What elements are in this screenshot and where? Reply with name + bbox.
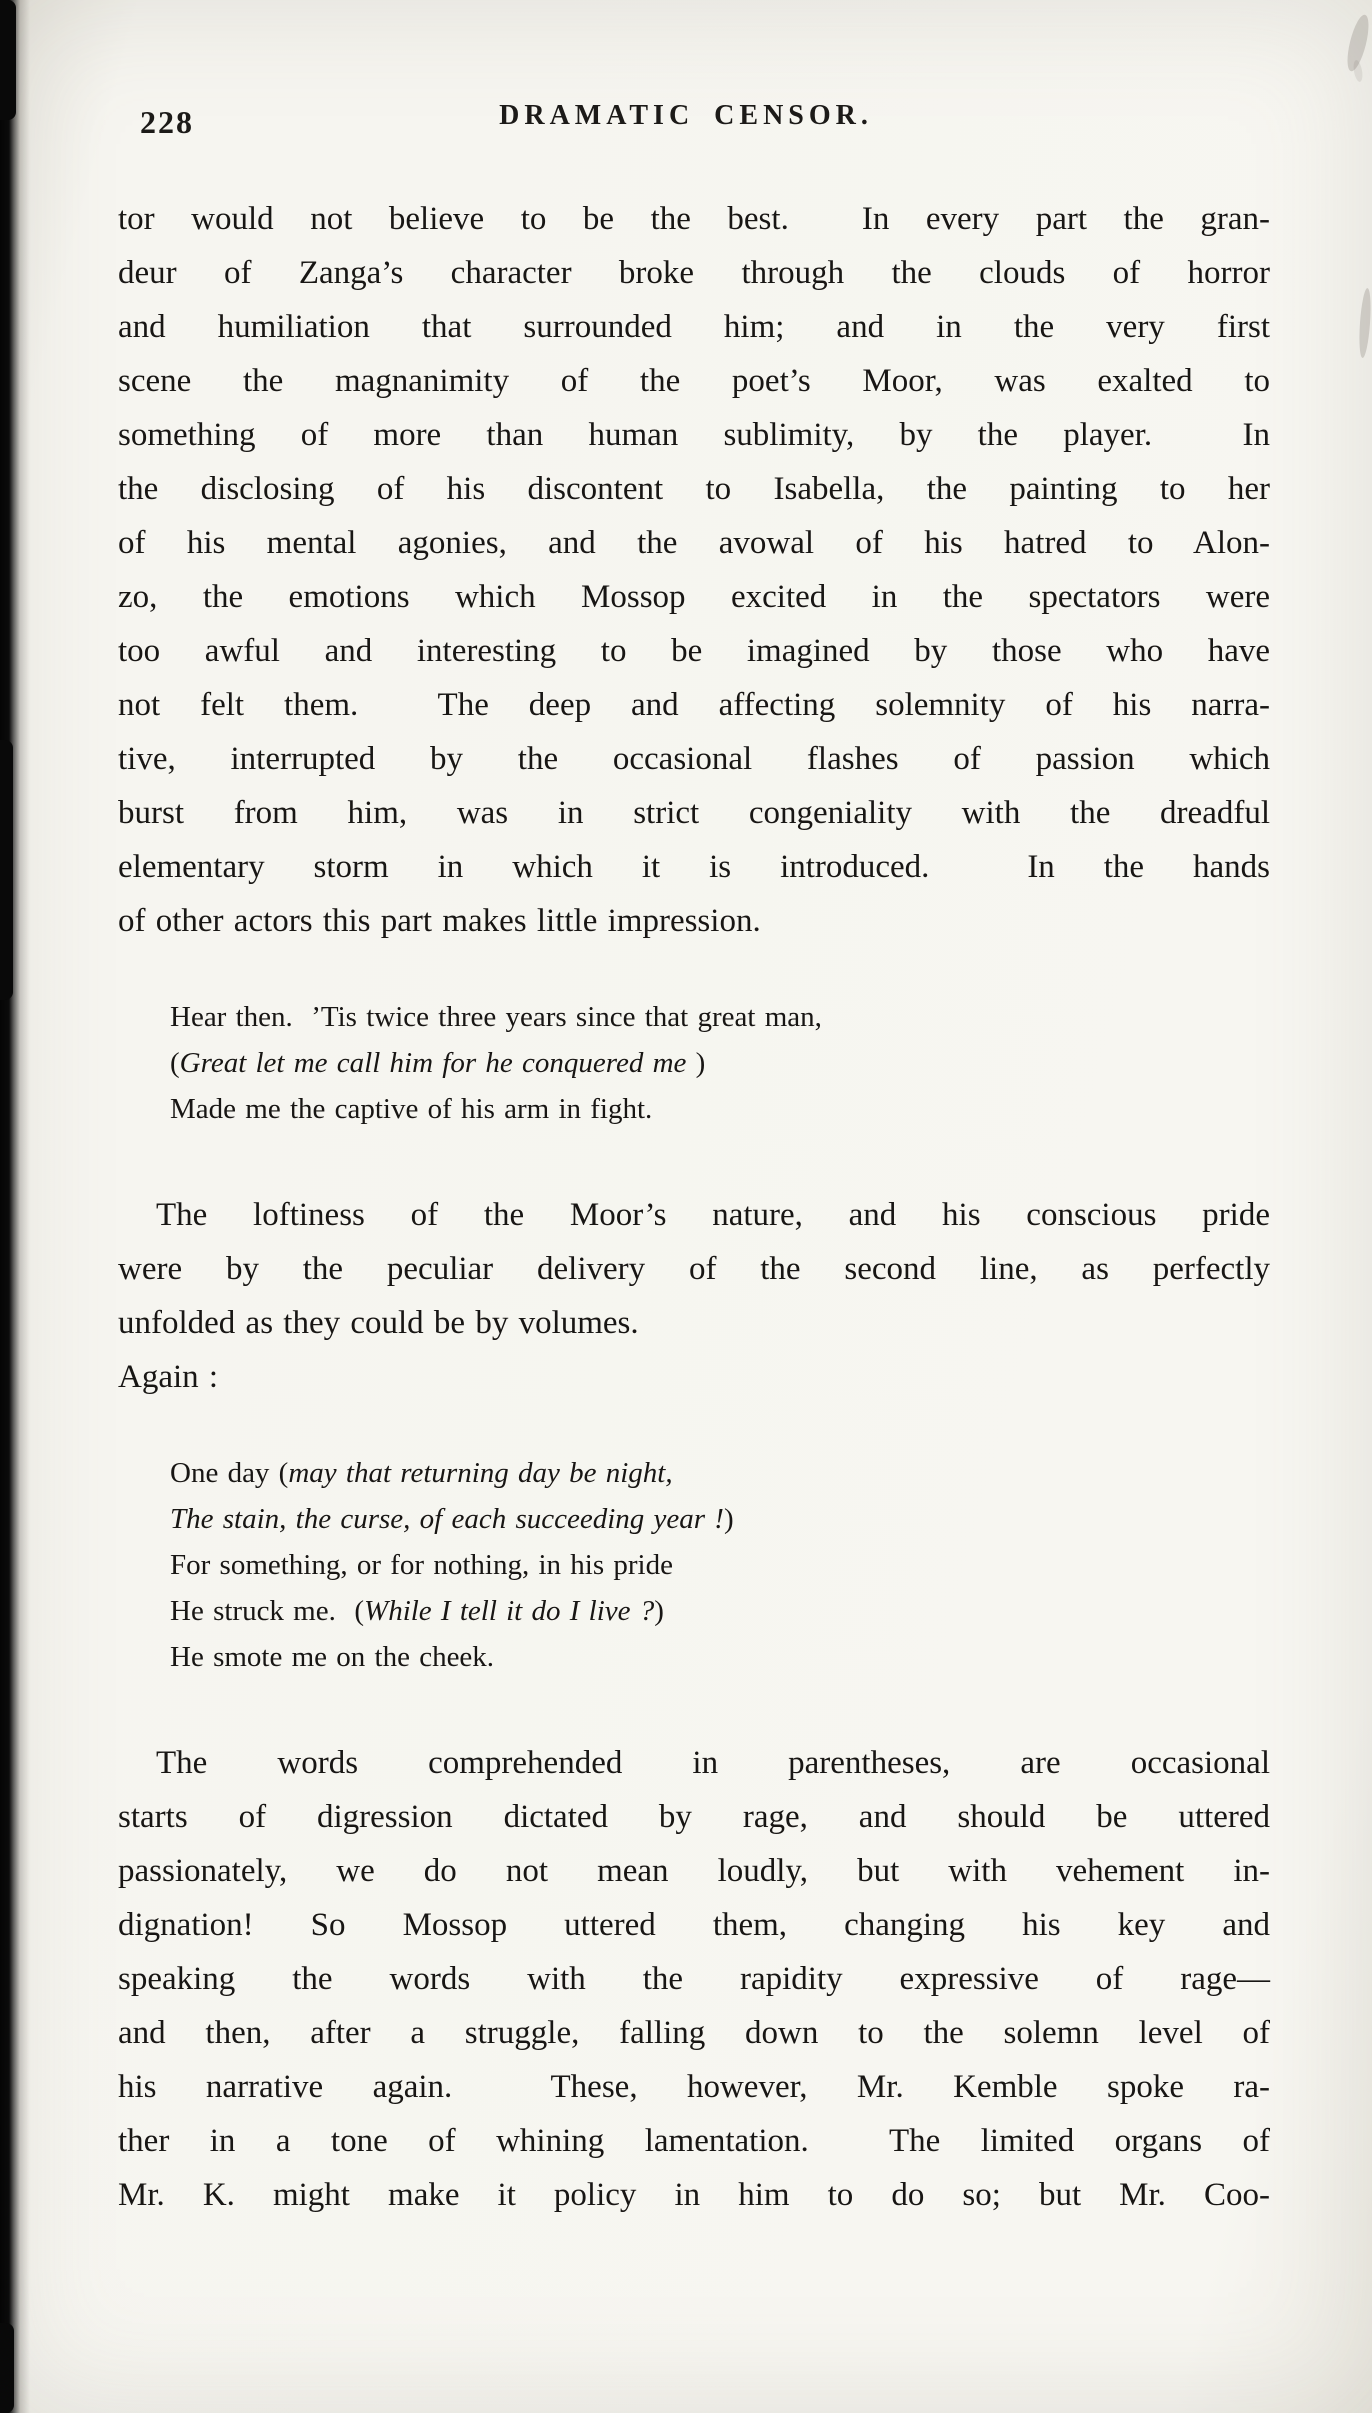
text-line <box>118 354 1270 408</box>
text-segment: of his mental agonies, and the avowal of his hatred to Alon- <box>118 525 1270 561</box>
text-line <box>170 1634 1270 1680</box>
italic-text-segment: may that returning day be night, <box>288 1457 673 1489</box>
text-segment: The words comprehended in parentheses, are occasional <box>156 1745 1270 1781</box>
text-segment: speaking the words with the rapidity expressive of rage— <box>118 1961 1270 1997</box>
text-segment: starts of digression dictated by rage, and should be uttered <box>118 1799 1270 1835</box>
text-segment: ther in a tone of whining lamentation. The limited organs of <box>118 2123 1270 2159</box>
text-line <box>118 516 1270 570</box>
text-line <box>118 1790 1270 1844</box>
text-segment: He struck me. ( <box>170 1595 365 1627</box>
running-title: DRAMATIC CENSOR. <box>499 100 873 131</box>
italic-text-segment: The stain, the curse, of each succeeding year ! <box>170 1503 724 1535</box>
scan-smudge <box>1352 59 1364 82</box>
text-segment: of other actors this part makes little impression. <box>118 903 761 939</box>
text-segment: Mr. K. might make it policy in him to do so; but Mr. Coo- <box>118 2177 1270 2213</box>
text-segment: ) <box>723 1503 734 1535</box>
text-line <box>118 678 1270 732</box>
text-segment: the disclosing of his discontent to Isabella, the painting to her <box>118 471 1270 507</box>
text-line <box>170 1450 1270 1496</box>
text-segment: For something, or for nothing, in his pride <box>170 1549 673 1581</box>
text-segment: were by the peculiar delivery of the second line, as perfectly <box>118 1251 1270 1287</box>
text-segment: and humiliation that surrounded him; and in the very first <box>118 309 1270 345</box>
page-body <box>118 192 1270 2222</box>
text-line <box>118 1952 1270 2006</box>
text-line <box>118 408 1270 462</box>
text-line <box>118 1350 1270 1404</box>
text-line <box>118 246 1270 300</box>
text-segment: ) <box>654 1595 664 1627</box>
text-line <box>170 1496 1270 1542</box>
verse-quote-2 <box>170 1450 1270 1680</box>
text-segment: passionately, we do not mean loudly, but with vehement in- <box>118 1853 1270 1889</box>
text-segment: Hear then. ’Tis twice three years since that great man, <box>170 1001 822 1033</box>
scan-binding-shadow <box>0 0 16 120</box>
text-line <box>118 624 1270 678</box>
text-segment: He smote me on the cheek. <box>170 1641 495 1673</box>
text-line <box>118 840 1270 894</box>
text-segment: tive, interrupted by the occasional flashes of passion which <box>118 741 1270 777</box>
text-segment: Again : <box>118 1359 219 1395</box>
page-header <box>118 100 1254 148</box>
scan-binding-shadow <box>0 740 13 1000</box>
text-line <box>118 300 1270 354</box>
text-segment: dignation! So Mossop uttered them, changing his key and <box>118 1907 1270 1943</box>
text-line <box>118 2168 1270 2222</box>
text-segment: not felt them. The deep and affecting solemnity of his narra- <box>118 687 1270 723</box>
text-line <box>170 994 1270 1040</box>
text-line <box>118 570 1270 624</box>
text-segment: tor would not believe to be the best. In every part the gran- <box>118 201 1270 237</box>
text-line <box>118 1844 1270 1898</box>
text-line <box>170 1588 1270 1634</box>
text-segment: elementary storm in which it is introduced. In the hands <box>118 849 1270 885</box>
text-segment: scene the magnanimity of the poet’s Moor, was exalted to <box>118 363 1270 399</box>
text-segment: unfolded as they could be by volumes. <box>118 1305 639 1341</box>
text-line <box>118 1736 1270 1790</box>
paragraph-3 <box>118 1736 1270 2222</box>
text-line <box>118 894 1270 948</box>
text-line <box>118 1296 1270 1350</box>
text-segment: ( <box>170 1047 180 1079</box>
italic-text-segment: While I tell it do I live ? <box>364 1595 655 1627</box>
text-segment: deur of Zanga’s character broke through the clouds of horror <box>118 255 1270 291</box>
text-line <box>170 1040 1270 1086</box>
text-line <box>118 1242 1270 1296</box>
scan-binding-shadow <box>0 2323 14 2413</box>
text-segment: One day ( <box>170 1457 289 1489</box>
paragraph-1 <box>118 192 1270 948</box>
page-number: 228 <box>140 104 194 140</box>
text-segment: too awful and interesting to be imagined by those who have <box>118 633 1270 669</box>
paragraph-2 <box>118 1188 1270 1404</box>
text-segment: Made me the captive of his arm in fight. <box>170 1093 653 1125</box>
text-line <box>118 732 1270 786</box>
text-segment: ) <box>686 1047 706 1079</box>
text-segment: something of more than human sublimity, by the player. In <box>118 417 1270 453</box>
text-segment: burst from him, was in strict congeniality with the dreadful <box>118 795 1270 831</box>
text-line <box>118 1898 1270 1952</box>
scan-binding-shadow <box>0 0 30 2413</box>
text-line <box>118 2006 1270 2060</box>
text-segment: his narrative again. These, however, Mr. Kemble spoke ra- <box>118 2069 1270 2105</box>
text-segment: and then, after a struggle, falling down to the solemn level of <box>118 2015 1270 2051</box>
text-segment: The loftiness of the Moor’s nature, and his conscious pride <box>156 1197 1270 1233</box>
text-line <box>118 2114 1270 2168</box>
text-line <box>118 786 1270 840</box>
text-segment: zo, the emotions which Mossop excited in the spectators were <box>118 579 1270 615</box>
scan-smudge <box>1358 288 1372 359</box>
verse-quote-1 <box>170 994 1270 1132</box>
text-line <box>170 1542 1270 1588</box>
text-line <box>118 462 1270 516</box>
text-line <box>118 1188 1270 1242</box>
text-line <box>118 192 1270 246</box>
italic-text-segment: Great let me call him for he conquered me <box>179 1047 687 1079</box>
text-line <box>170 1086 1270 1132</box>
text-line <box>118 2060 1270 2114</box>
